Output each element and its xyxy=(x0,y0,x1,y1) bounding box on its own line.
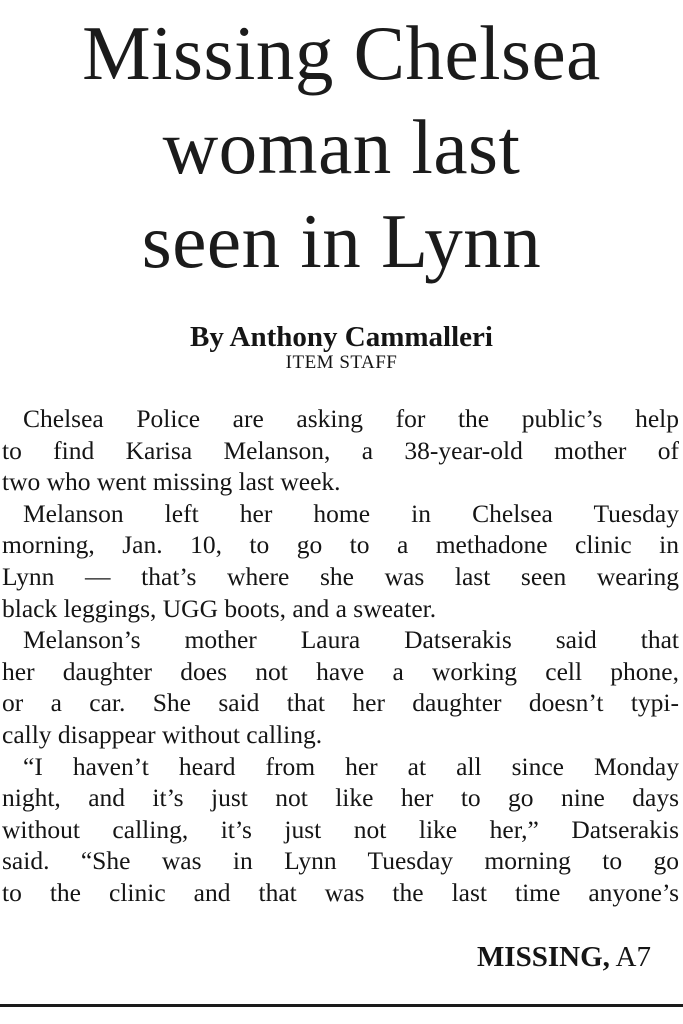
headline-line: seen in Lynn xyxy=(141,198,542,284)
jump-word: MISSING, xyxy=(476,941,610,973)
jump-page: A7 xyxy=(615,941,651,973)
article-line: or a car. She said that her daughter doesn’t typi- xyxy=(2,688,679,718)
byline-author: By Anthony Cammalleri xyxy=(190,321,493,353)
article-line: black leggings, UGG boots, and a sweater. xyxy=(2,593,437,623)
article-line: Lynn — that’s where she was last seen wearing xyxy=(2,561,679,591)
article-line: to find Karisa Melanson, a 38-year-old mother of xyxy=(2,435,679,465)
article-line: morning, Jan. 10, to go to a methadone clinic in xyxy=(2,530,679,560)
article-line: Melanson left her home in Chelsea Tuesday xyxy=(23,498,679,528)
headline-line: Missing Chelsea xyxy=(82,10,601,96)
article-line: Melanson’s mother Laura Datserakis said that xyxy=(23,625,679,655)
article-line: said. “She was in Lynn Tuesday morning to go xyxy=(2,846,679,876)
article-line: night, and it’s just not like her to go nine days xyxy=(2,783,679,813)
headline-line: woman last xyxy=(162,104,521,190)
byline-staff: ITEM STAFF xyxy=(285,352,398,373)
article-line: Chelsea Police are asking for the public’s help xyxy=(23,404,679,433)
headline xyxy=(0,0,683,288)
article-line: her daughter does not have a working cell phone, xyxy=(2,656,679,686)
bottom-rule xyxy=(0,1004,683,1007)
article-line: cally disappear without calling. xyxy=(2,719,323,749)
article-body xyxy=(2,403,679,909)
article-line: “I haven’t heard from her at all since Monday xyxy=(23,751,679,781)
article-line: two who went missing last week. xyxy=(2,467,341,497)
continuation-line xyxy=(477,941,651,973)
article-line: without calling, it’s just not like her,” Datserakis xyxy=(2,814,679,844)
article-line: to the clinic and that was the last time anyone’s xyxy=(2,877,679,907)
